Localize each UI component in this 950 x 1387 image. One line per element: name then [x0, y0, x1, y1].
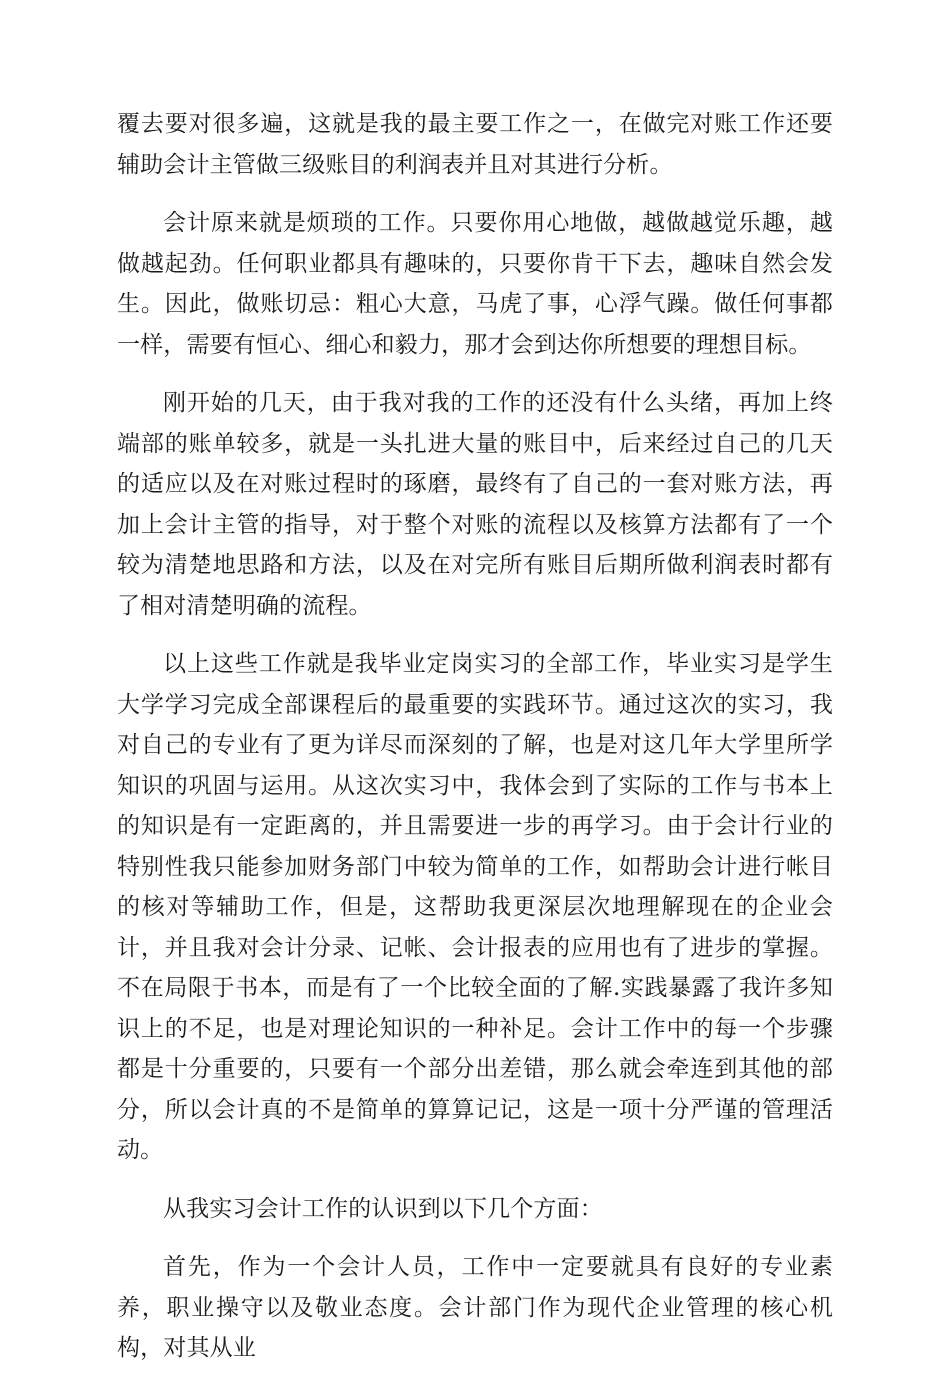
paragraph-continuation: 覆去要对很多遍，这就是我的最主要工作之一，在做完对账工作还要辅助会计主管做三级账目的利润表并且对其进行分析。: [117, 111, 833, 178]
paragraph-first-aspect: 首先，作为一个会计人员，工作中一定要就具有良好的专业素养，职业操守以及敬业态度。会计部门作为现代企业管理的核心机构，对其从业: [117, 1254, 833, 1361]
paragraph-accounting-nature: 会计原来就是烦琐的工作。只要你用心地做，越做越觉乐趣，越做越起劲。任何职业都具有趣味的，只要你肯干下去，趣味自然会发生。因此，做账切忌：粗心大意，马虎了事，心浮气躁。做任何事都一样，需要有恒心、细心和毅力，那才会到达你所想要的理想目标。: [117, 210, 833, 358]
paragraph-internship-summary: 以上这些工作就是我毕业定岗实习的全部工作，毕业实习是学生大学学习完成全部课程后的最重要的实践环节。通过这次的实习，我对自己的专业有了更为详尽而深刻的了解，也是对这几年大学里所学知识的巩固与运用。从这次实习中，我体会到了实际的工作与书本上的知识是有一定距离的，并且需要进一步的再学习。由于会计行业的特别性我只能参加财务部门中较为简单的工作，如帮助会计进行帐目的核对等辅助工作，但是，这帮助我更深层次地理解现在的企业会计，并且我对会计分录、记帐、会计报表的应用也有了进步的掌握。不在局限于书本，而是有了一个比较全面的了解.实践暴露了我许多知识上的不足，也是对理论知识的一种补足。会计工作中的每一个步骤都是十分重要的，只要有一个部分出差错，那么就会牵连到其他的部分，所以会计真的不是简单的算算记记，这是一项十分严谨的管理活动。: [117, 651, 833, 1163]
document-body: [117, 104, 833, 1387]
paragraph-first-days: 刚开始的几天，由于我对我的工作的还没有什么头绪，再加上终端部的账单较多，就是一头扎进大量的账目中，后来经过自己的几天的适应以及在对账过程时的琢磨，最终有了自己的一套对账方法，再加上会计主管的指导，对于整个对账的流程以及核算方法都有了一个较为清楚地思路和方法，以及在对完所有账目后期所做利润表时都有了相对清楚明确的流程。: [117, 390, 833, 619]
paragraph-aspects-intro: 从我实习会计工作的认识到以下几个方面：: [163, 1195, 603, 1222]
